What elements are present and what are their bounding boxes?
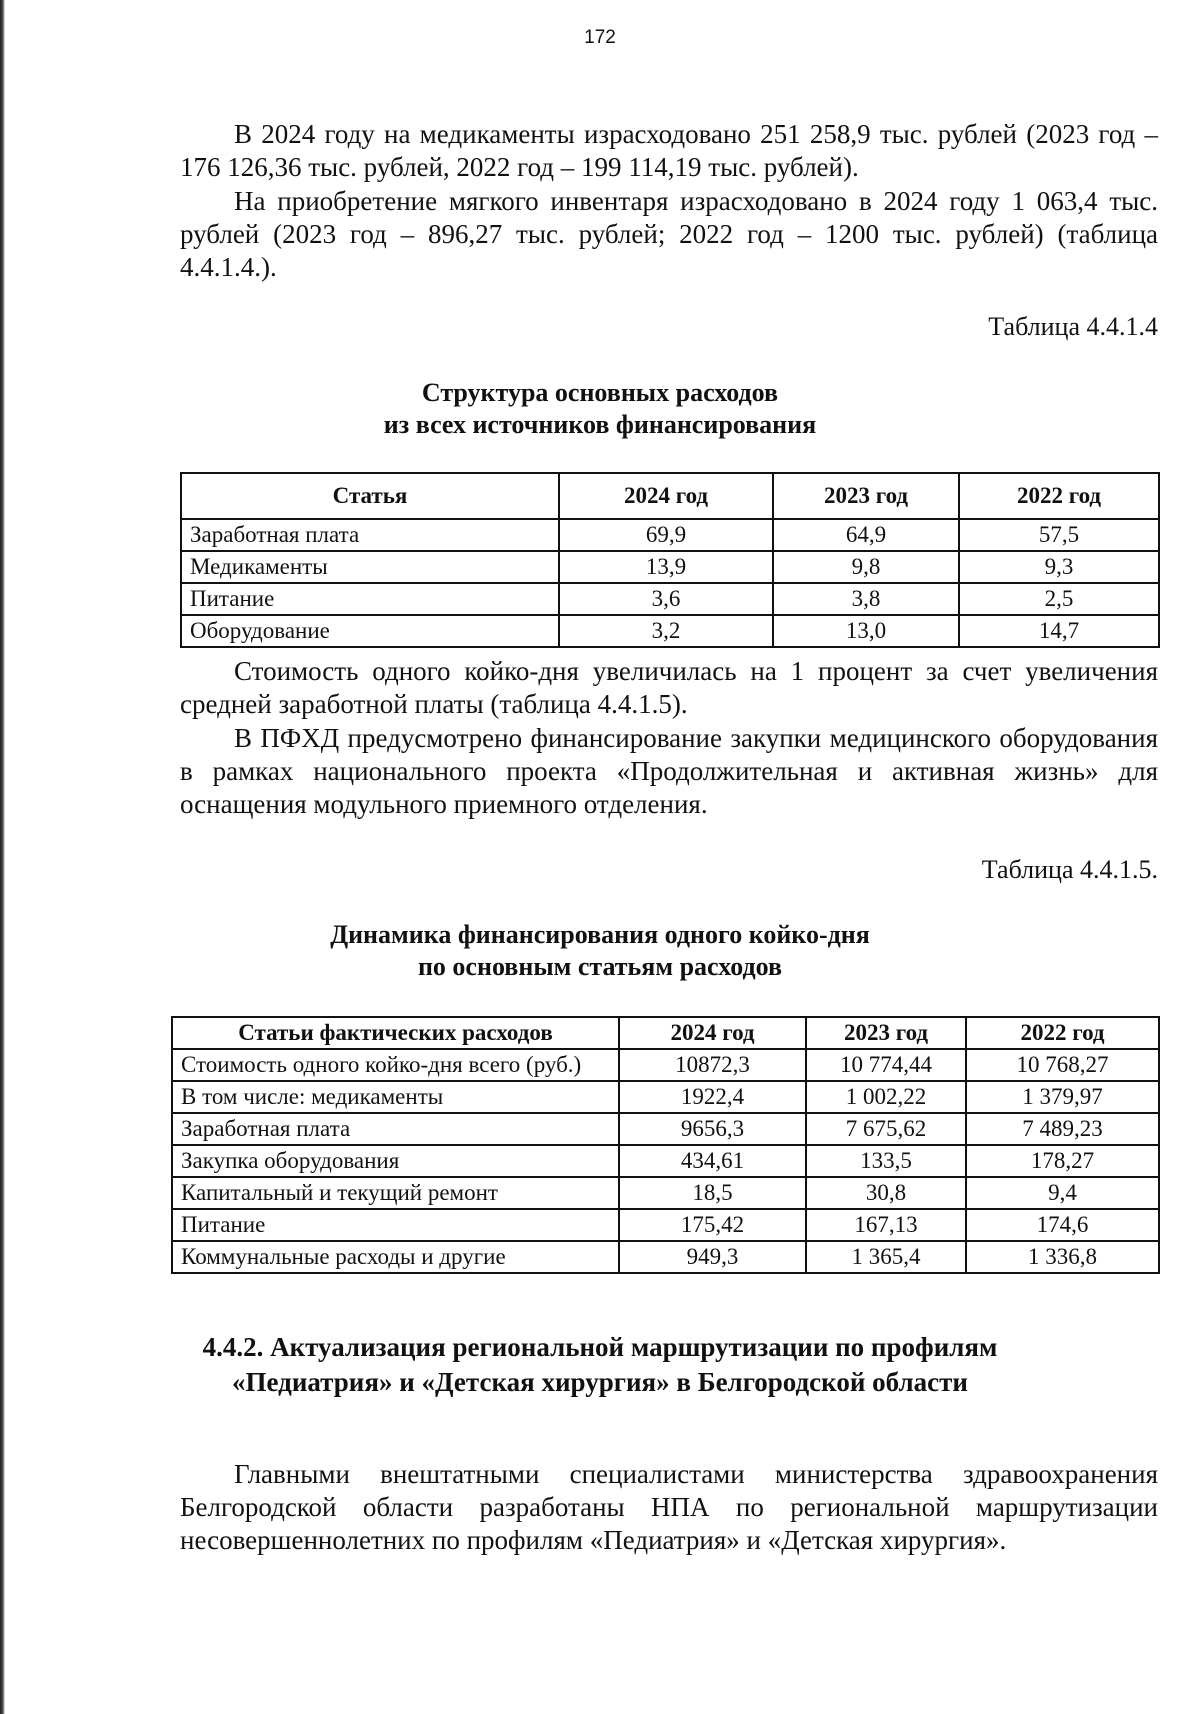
column-header: 2022 год <box>966 1017 1159 1049</box>
table-row <box>172 1241 1159 1273</box>
row-label: Коммунальные расходы и другие <box>172 1241 619 1273</box>
table-row <box>172 1081 1159 1113</box>
cell-value: 10 768,27 <box>966 1049 1159 1081</box>
table-row <box>172 1145 1159 1177</box>
row-label: Заработная плата <box>172 1113 619 1145</box>
row-label: Закупка оборудования <box>172 1145 619 1177</box>
table-row <box>172 1113 1159 1145</box>
cell-value: 3,2 <box>559 615 773 647</box>
cell-value: 133,5 <box>806 1145 966 1177</box>
table1-title <box>0 377 1200 441</box>
cell-value: 3,8 <box>773 583 959 615</box>
table-row <box>172 1177 1159 1209</box>
cell-value: 57,5 <box>959 519 1159 551</box>
table-row <box>172 1209 1159 1241</box>
table2-caption: Таблица 4.4.1.5. <box>981 855 1158 884</box>
section-heading-line1: 4.4.2. Актуализация региональной маршрутизации по профилям <box>202 1332 998 1362</box>
table-header-row <box>172 1017 1159 1049</box>
table2-title <box>0 919 1200 983</box>
paragraph-medication-spending: В 2024 году на медикаменты израсходовано 251 258,9 тыс. рублей (2023 год – 176 126,36 тыс. рублей, 2022 год – 199 114,19 тыс. рублей). <box>180 119 1158 182</box>
table2-title-line2: по основным статьям расходов <box>417 952 783 981</box>
cell-value: 167,13 <box>806 1209 966 1241</box>
cell-value: 1922,4 <box>619 1081 806 1113</box>
table-header-row <box>181 473 1159 519</box>
column-header: Статья <box>181 473 559 519</box>
cell-value: 18,5 <box>619 1177 806 1209</box>
bed-day-financing-table <box>171 1016 1160 1274</box>
cell-value: 9,8 <box>773 551 959 583</box>
row-label: Заработная плата <box>181 519 559 551</box>
cell-value: 9656,3 <box>619 1113 806 1145</box>
row-label: Капитальный и текущий ремонт <box>172 1177 619 1209</box>
expenses-structure-table <box>180 472 1160 648</box>
row-label: Медикаменты <box>181 551 559 583</box>
paragraph-soft-inventory: На приобретение мягкого инвентаря израсходовано в 2024 году 1 063,4 тыс. рублей (2023 год – 896,27 тыс. рублей; 2022 год – 1200 тыс. рублей) (таблица 4.4.1.4.). <box>180 186 1158 282</box>
paragraph-routing-npa: Главными внештатными специалистами министерства здравоохранения Белгородской области разработаны НПА по региональной маршрутизации несовершеннолетних по профилям «Педиатрия» и «Детская хирургия». <box>180 1459 1158 1555</box>
paragraph-pfhd-financing: В ПФХД предусмотрено финансирование закупки медицинского оборудования в рамках национального проекта «Продолжительная и активная жизнь» для оснащения модульного приемного отделения. <box>180 723 1158 819</box>
table1-caption: Таблица 4.4.1.4 <box>988 312 1158 341</box>
cell-value: 1 336,8 <box>966 1241 1159 1273</box>
section-heading-line2: «Педиатрия» и «Детская хирургия» в Белгородской области <box>232 1367 968 1397</box>
table-row <box>181 519 1159 551</box>
column-header: Статьи фактических расходов <box>172 1017 619 1049</box>
page-number: 172 <box>584 27 616 48</box>
cell-value: 9,4 <box>966 1177 1159 1209</box>
cell-value: 1 002,22 <box>806 1081 966 1113</box>
cell-value: 30,8 <box>806 1177 966 1209</box>
column-header: 2024 год <box>619 1017 806 1049</box>
cell-value: 13,9 <box>559 551 773 583</box>
column-header: 2023 год <box>806 1017 966 1049</box>
cell-value: 10872,3 <box>619 1049 806 1081</box>
cell-value: 10 774,44 <box>806 1049 966 1081</box>
column-header: 2022 год <box>959 473 1159 519</box>
cell-value: 69,9 <box>559 519 773 551</box>
cell-value: 64,9 <box>773 519 959 551</box>
paragraph-bed-day-cost: Стоимость одного койко-дня увеличилась на 1 процент за счет увеличения средней заработной платы (таблица 4.4.1.5). <box>180 656 1158 719</box>
table-row <box>181 615 1159 647</box>
table2-title-line1: Динамика финансирования одного койко-дня <box>330 920 870 949</box>
table-row <box>172 1049 1159 1081</box>
cell-value: 178,27 <box>966 1145 1159 1177</box>
column-header: 2023 год <box>773 473 959 519</box>
row-label: Питание <box>181 583 559 615</box>
cell-value: 1 379,97 <box>966 1081 1159 1113</box>
cell-value: 2,5 <box>959 583 1159 615</box>
column-header: 2024 год <box>559 473 773 519</box>
section-heading <box>0 1330 1200 1400</box>
cell-value: 7 675,62 <box>806 1113 966 1145</box>
cell-value: 7 489,23 <box>966 1113 1159 1145</box>
cell-value: 949,3 <box>619 1241 806 1273</box>
cell-value: 1 365,4 <box>806 1241 966 1273</box>
cell-value: 9,3 <box>959 551 1159 583</box>
cell-value: 13,0 <box>773 615 959 647</box>
table-row <box>181 551 1159 583</box>
table-row <box>181 583 1159 615</box>
table1-title-line2: из всех источников финансирования <box>383 410 817 439</box>
cell-value: 3,6 <box>559 583 773 615</box>
cell-value: 14,7 <box>959 615 1159 647</box>
cell-value: 175,42 <box>619 1209 806 1241</box>
row-label: Оборудование <box>181 615 559 647</box>
table1-title-line1: Структура основных расходов <box>421 378 779 407</box>
row-label: Стоимость одного койко-дня всего (руб.) <box>172 1049 619 1081</box>
scan-edge-shadow <box>0 0 5 1714</box>
row-label: Питание <box>172 1209 619 1241</box>
row-label: В том числе: медикаменты <box>172 1081 619 1113</box>
cell-value: 434,61 <box>619 1145 806 1177</box>
cell-value: 174,6 <box>966 1209 1159 1241</box>
